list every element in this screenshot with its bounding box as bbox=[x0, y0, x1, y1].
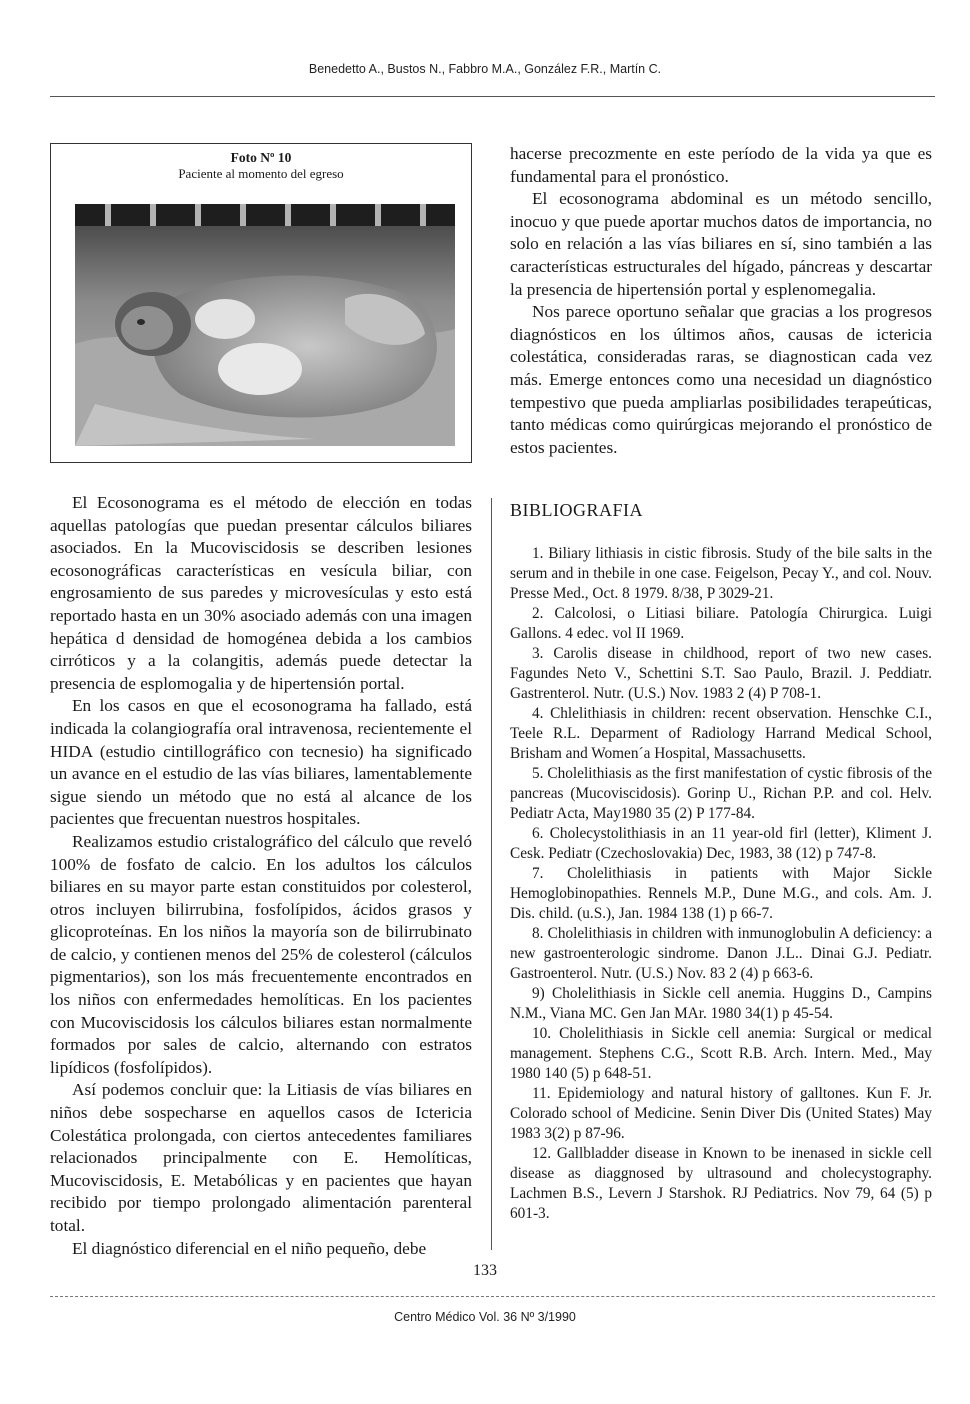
patient-photo bbox=[75, 204, 455, 446]
patient-photo-illustration bbox=[75, 204, 455, 446]
column-divider bbox=[491, 498, 492, 1250]
bibliography-list bbox=[510, 544, 932, 1224]
body-paragraph: hacerse precozmente en este período de la vida ya que es fundamental para el pronóstico. bbox=[510, 144, 932, 186]
body-paragraph: El Ecosonograma es el método de elección en todas aquellas patologías que puedan presentar cálculos biliares asociados. En la Mucoviscidosis se describen lesiones ecosonográficas características en vesícula biliar, con engrosamiento de sus paredes y microvesículas y esto está reportado hasta en un 30% asociado además con una imagen hepática d densidad de homogénea debida a los cambios cirróticos y a la colangitis, además puede detectar la presencia de esplomogalia y de hipertensión portal. bbox=[50, 493, 472, 693]
reference-item: 9) Cholelithiasis in Sickle cell anemia. Huggins D., Campins N.M., Viana MC. Gen Jan MAr. 1980 34(1) p 45-54. bbox=[510, 985, 932, 1022]
footer-journal: Centro Médico Vol. 36 Nº 3/1990 bbox=[394, 1310, 576, 1324]
body-paragraph: Nos parece oportuno señalar que gracias a los progresos diagnósticos en los últimos años, causas de ictericia colestática, consideradas raras, se diagnostican cada vez más. Emerge entonces como una necesidad un diagnóstico tempestivo que pueda ampliarlas posibilidades terapeúticas, tanto médicas como quirúrgicas mejorando el pronóstico de estos pacientes. bbox=[510, 302, 932, 457]
page-number: 133 bbox=[473, 1262, 497, 1279]
reference-item: 12. Gallbladder disease in Known to be inenased in sickle cell disease as diaggnosed by ultrasound and cholecystography. Lachmen B.S., Levern J Starshok. RJ Pediatrics. Nov 79, 64 (5) p 601-3. bbox=[510, 1145, 932, 1222]
reference-item: 6. Cholecystolithiasis in an 11 year-old firl (letter), Kliment J. Cesk. Pediatr (Czechoslovakia) Dec, 1983, 38 (12) p 747-8. bbox=[510, 825, 932, 862]
reference-item: 8. Cholelithiasis in children with inmunoglobulin A deficiency: a new gastroenterologic sindrome. Danon J.L.. Dinai G.J. Pediatr. Gastroenterol. Nutr. (U.S.) Nov. 83 2 (4) p 663-6. bbox=[510, 925, 932, 982]
reference-item: 5. Cholelithiasis as the first manifestation of cystic fibrosis of the pancreas (Mucoviscidosis). Gorinp U., Richan P.P. and col. Helv. Pediatr Acta, May1980 35 (2) P 177-84. bbox=[510, 765, 932, 822]
body-paragraph: Así podemos concluir que: la Litiasis de vías biliares en niños debe sospecharse en aquellos casos de Ictericia Colestática prolongada, con ciertos antecedentes familiares relacionados principalmente con E. Hemolíticas, Mucoviscidosis, E. Metabólicas y en pacientes que hayan recibido por tiempo prolongado alimentación parenteral total. bbox=[50, 1080, 472, 1235]
bibliography-heading: BIBLIOGRAFIA bbox=[510, 500, 644, 520]
footer-rule bbox=[50, 1296, 935, 1297]
running-header-authors: Benedetto A., Bustos N., Fabbro M.A., González F.R., Martín C. bbox=[308, 62, 662, 76]
reference-item: 3. Carolis disease in childhood, report of two new cases. Fagundes Neto V., Schettini S.T. Sao Paulo, Brazil. J. Peddiatr. Gastrenterol. Nutr. (U.S.) Nov. 1983 2 (4) P 708-1. bbox=[510, 645, 932, 702]
figure-caption: Paciente al momento del egreso bbox=[178, 166, 344, 181]
header-rule bbox=[50, 96, 935, 97]
right-column-text bbox=[510, 143, 932, 459]
body-paragraph: El diagnóstico diferencial en el niño pequeño, debe bbox=[72, 1238, 427, 1258]
figure-title: Foto Nº 10 bbox=[230, 150, 292, 165]
reference-item: 1. Biliary lithiasis in cistic fibrosis. Study of the bile salts in the serum and in thebile in one case. Feigelson, Pecay Y., and col. Nouv. Presse Med., Oct. 8 1979. 8/38, P 3029-21. bbox=[510, 545, 932, 602]
left-column-text bbox=[50, 492, 472, 1260]
reference-item: 10. Cholelithiasis in Sickle cell anemia: Surgical or medical management. Stephens C.G., Scott R.B. Arch. Intern. Med., May 1980 140 (5) p 648-51. bbox=[510, 1025, 932, 1082]
body-paragraph: Realizamos estudio cristalográfico del cálculo que reveló 100% de fosfato de calcio. En los adultos los cálculos biliares en su mayor parte estan constituidos por colesterol, otros incluyen bilirrubina, fosfolípidos, ácidos grasos y glicoproteínas. En los niños la mayoría son de bilirrubinato de calcio, y contienen menos del 25% de colesterol (cálculos pigmentarios), son los más frecuentemente encontrados en los niños con enfermedades hemolíticas. En los pacientes con Mucoviscidosis los cálculos biliares estan normalmente formados por sales de calcio, alternando con estratos lipídicos (fosfolípidos). bbox=[50, 831, 472, 1077]
body-paragraph: En los casos en que el ecosonograma ha fallado, está indicada la colangiografía oral intravenosa, recientemente el HIDA (estudio cintillográfico con tecnesio) ha significado un avance en el estudio de las vías biliares, lamentablemente sigue siendo un método que no está al alcance de los pacientes que frecuentan nuestros hospitales. bbox=[50, 696, 472, 829]
body-paragraph: El ecosonograma abdominal es un método sencillo, inocuo y que puede aportar muchos datos de importancia, no solo en relación a las vías biliares en sí, sino también a las características estructurales del hígado, páncreas y descartar la presencia de hipertensión portal y esplenomegalia. bbox=[510, 189, 932, 299]
photo-figure bbox=[50, 143, 472, 463]
reference-item: 11. Epidemiology and natural history of galltones. Kun F. Jr. Colorado school of Medicine. Senin Diver Dis (United States) May 1983 3(2) p 87-96. bbox=[510, 1085, 932, 1142]
reference-item: 7. Cholelithiasis in patients with Major Sickle Hemoglobinopathies. Rennels M.P., Dune M.G., and cols. Am. J. Dis. child. (u.S.), Jan. 1984 138 (1) p 66-7. bbox=[510, 865, 932, 922]
reference-item: 4. Chlelithiasis in children: recent observation. Henschke C.I., Teele R.L. Deparment of Radiology Harrand Medical School, Brisham and Women´a Hospital, Massachusetts. bbox=[510, 705, 932, 762]
reference-item: 2. Calcolosi, o Litiasi biliare. Patología Chirurgica. Luigi Gallons. 4 edec. vol II 1969. bbox=[510, 605, 932, 642]
